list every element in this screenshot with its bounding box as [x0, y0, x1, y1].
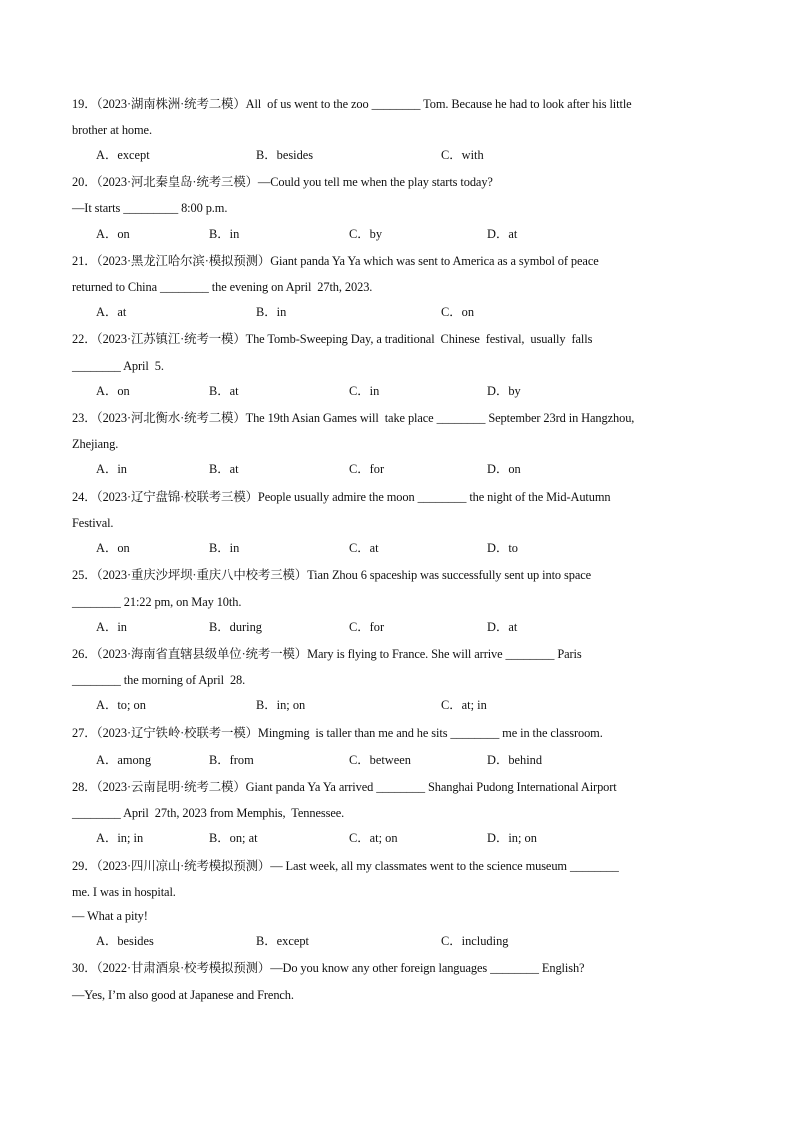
option-a[interactable]: A．in; in	[96, 831, 144, 845]
option-a[interactable]: A．on	[96, 384, 130, 398]
option-c[interactable]: C．at	[349, 541, 379, 555]
option-b[interactable]: B．during	[209, 620, 263, 634]
option-c[interactable]: C．at; in	[441, 698, 487, 712]
question-line: ________ April 27th, 2023 from Memphis, Tennessee.	[72, 806, 345, 820]
option-c[interactable]: C．including	[441, 934, 509, 948]
option-d[interactable]: D．by	[487, 384, 521, 398]
option-d[interactable]: D．in; on	[487, 831, 537, 845]
option-b[interactable]: B．in	[209, 227, 240, 241]
question-line: 27．（2023·辽宁铁岭·校联考一模）Mingming is taller than me and he sits ________ me in the classroom.	[72, 726, 603, 740]
question-line: 28．（2023·云南昆明·统考二模）Giant panda Ya Ya arrived ________ Shanghai Pudong International Airport	[72, 780, 617, 794]
option-b[interactable]: B．from	[209, 753, 254, 767]
option-b[interactable]: B．at	[209, 384, 239, 398]
question-line: ________ April 5.	[72, 359, 164, 373]
question-line: 20．（2023·河北秦皇岛·统考三模）—Could you tell me when the play starts today?	[72, 175, 493, 189]
question-line: 25．（2023·重庆沙坪坝·重庆八中校考三模）Tian Zhou 6 spaceship was successfully sent up into space	[72, 568, 592, 582]
option-b[interactable]: B．on; at	[209, 831, 258, 845]
question-line: ________ the morning of April 28.	[72, 673, 246, 687]
option-d[interactable]: D．behind	[487, 753, 543, 767]
option-d[interactable]: D．to	[487, 541, 518, 555]
option-a[interactable]: A．at	[96, 305, 127, 319]
option-c[interactable]: C．on	[441, 305, 475, 319]
question-line: 23．（2023·河北衡水·统考二模）The 19th Asian Games will take place ________ September 23rd in Hangzhou,	[72, 411, 635, 425]
option-b[interactable]: B．in	[256, 305, 287, 319]
question-line: 22．（2023·江苏镇江·统考一模）The Tomb-Sweeping Day, a traditional Chinese festival, usually falls	[72, 332, 593, 346]
option-a[interactable]: A．to; on	[96, 698, 146, 712]
option-d[interactable]: D．at	[487, 227, 518, 241]
question-line: me. I was in hospital.	[72, 885, 176, 899]
option-c[interactable]: C．at; on	[349, 831, 398, 845]
question-line: returned to China ________ the evening on April 27th, 2023.	[72, 280, 373, 294]
option-b[interactable]: B．in; on	[256, 698, 306, 712]
option-c[interactable]: C．for	[349, 462, 385, 476]
question-line: 19．（2023·湖南株洲·统考二模）All of us went to the zoo ________ Tom. Because he had to look after his little	[72, 97, 632, 111]
question-line: 30．（2022·甘肃酒泉·校考模拟预测）—Do you know any other foreign languages ________ English?	[72, 961, 585, 975]
option-c[interactable]: C．between	[349, 753, 411, 767]
option-b[interactable]: B．at	[209, 462, 239, 476]
question-line: 26．（2023·海南省直辖县级单位·统考一模）Mary is flying to France. She will arrive ________ Paris	[72, 647, 582, 661]
option-c[interactable]: C．with	[441, 148, 484, 162]
option-b[interactable]: B．besides	[256, 148, 314, 162]
question-line: Zhejiang.	[72, 437, 119, 451]
option-d[interactable]: D．on	[487, 462, 521, 476]
option-c[interactable]: C．for	[349, 620, 385, 634]
question-line: ________ 21:22 pm, on May 10th.	[72, 595, 242, 609]
question-line: brother at home.	[72, 123, 152, 137]
question-line: — What a pity!	[72, 909, 148, 923]
question-line: Festival.	[72, 516, 114, 530]
question-line: 21．（2023·黑龙江哈尔滨·模拟预测）Giant panda Ya Ya which was sent to America as a symbol of peace	[72, 254, 599, 268]
option-a[interactable]: A．among	[96, 753, 152, 767]
option-c[interactable]: C．by	[349, 227, 383, 241]
question-line: 29．（2023·四川凉山·统考模拟预测）— Last week, all my classmates went to the science museum ________	[72, 859, 619, 873]
option-a[interactable]: A．on	[96, 227, 130, 241]
option-a[interactable]: A．besides	[96, 934, 154, 948]
option-c[interactable]: C．in	[349, 384, 380, 398]
option-a[interactable]: A．except	[96, 148, 150, 162]
option-a[interactable]: A．on	[96, 541, 130, 555]
question-line: 24．（2023·辽宁盘锦·校联考三模）People usually admire the moon ________ the night of the Mid-Autumn	[72, 490, 611, 504]
option-a[interactable]: A．in	[96, 462, 127, 476]
option-b[interactable]: B．except	[256, 934, 309, 948]
option-d[interactable]: D．at	[487, 620, 518, 634]
question-line: —It starts _________ 8:00 p.m.	[72, 201, 228, 215]
question-line: —Yes, I’m also good at Japanese and French.	[72, 988, 294, 1002]
option-b[interactable]: B．in	[209, 541, 240, 555]
option-a[interactable]: A．in	[96, 620, 127, 634]
